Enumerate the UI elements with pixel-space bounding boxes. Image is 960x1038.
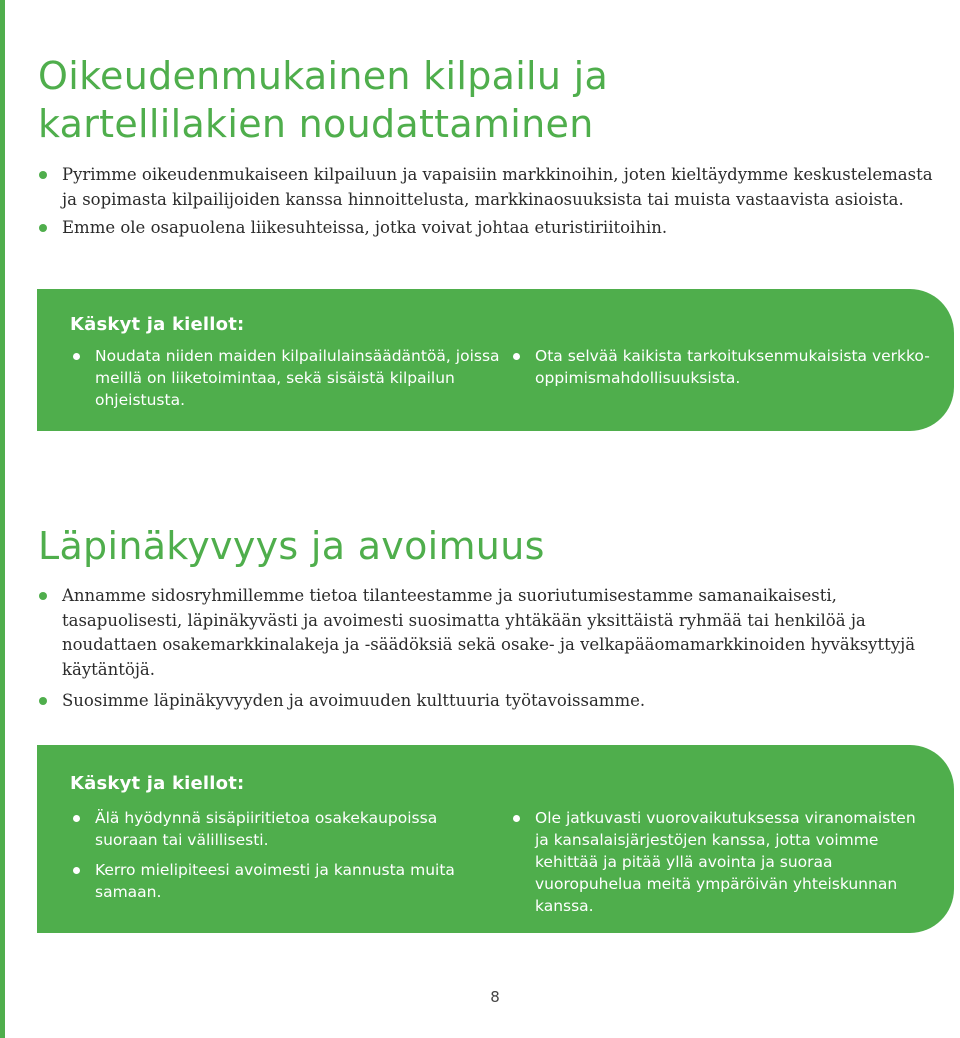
bullet-item: Annamme sidosryhmillemme tietoa tilanteestamme ja suoriutumisestamme samanaikaisesti, tasapuolisesti, läpinäkyvästi ja avoimesti suosimatta yhtäkään yksittäistä ryhmää tai henkilöä ja noudattaen osakemarkkinalakeja ja -säädöksiä sekä osake- ja velkapääomamarkkinoiden hyväksyttyjä käytäntöjä. bbox=[38, 584, 933, 682]
heading-line-2: kartellilakien noudattaminen bbox=[38, 102, 594, 146]
bullet-item: Suosimme läpinäkyvyyden ja avoimuuden kulttuuria työtavoissamme. bbox=[38, 689, 933, 714]
box-right-column bbox=[511, 807, 931, 917]
bullet-list bbox=[38, 163, 933, 241]
box-bullet-item: Ole jatkuvasti vuorovaikutuksessa viranomaisten ja kansalaisjärjestöjen kanssa, jotta voimme kehittää ja pitää yllä avointa ja suoraa vuoropuhelua meitä ympäröivän yhteiskunnan kanssa. bbox=[511, 807, 931, 917]
box-bullet-item: Älä hyödynnä sisäpiiritietoa osakekaupoissa suoraan tai välillisesti. bbox=[71, 807, 491, 851]
section-transparency bbox=[38, 522, 933, 714]
box-left-column bbox=[71, 345, 501, 411]
bullet-item: Emme ole osapuolena liikesuhteissa, jotka voivat johtaa eturistiriitoihin. bbox=[38, 216, 933, 241]
box-bullet-item: Kerro mielipiteesi avoimesti ja kannusta muita samaan. bbox=[71, 859, 491, 903]
box-title: Käskyt ja kiellot: bbox=[70, 773, 245, 794]
box-bullet-item: Noudata niiden maiden kilpailulainsäädäntöä, joissa meillä on liiketoimintaa, sekä sisäistä kilpailun ohjeistusta. bbox=[71, 345, 501, 411]
bullet-item: Pyrimme oikeudenmukaiseen kilpailuun ja vapaisiin markkinoihin, joten kieltäydymme keskustelemasta ja sopimasta kilpailijoiden kanssa hinnoittelusta, markkinaosuuksista tai muista vastaavista asioista. bbox=[38, 163, 933, 212]
box-title: Käskyt ja kiellot: bbox=[70, 314, 245, 335]
bullet-list bbox=[38, 584, 933, 714]
box-right-column bbox=[511, 345, 931, 389]
box-left-column bbox=[71, 807, 491, 903]
dos-and-donts-box bbox=[37, 745, 954, 933]
section-fair-competition bbox=[38, 52, 933, 241]
heading-line-1: Oikeudenmukainen kilpailu ja bbox=[38, 54, 609, 98]
section-heading: Läpinäkyvyys ja avoimuus bbox=[38, 524, 545, 568]
dos-and-donts-box bbox=[37, 289, 954, 431]
page-number: 8 bbox=[490, 988, 500, 1006]
box-bullet-item: Ota selvää kaikista tarkoituksenmukaisista verkko-oppimismahdollisuuksista. bbox=[511, 345, 931, 389]
left-accent-bar bbox=[0, 0, 5, 1038]
section-heading bbox=[38, 52, 933, 148]
